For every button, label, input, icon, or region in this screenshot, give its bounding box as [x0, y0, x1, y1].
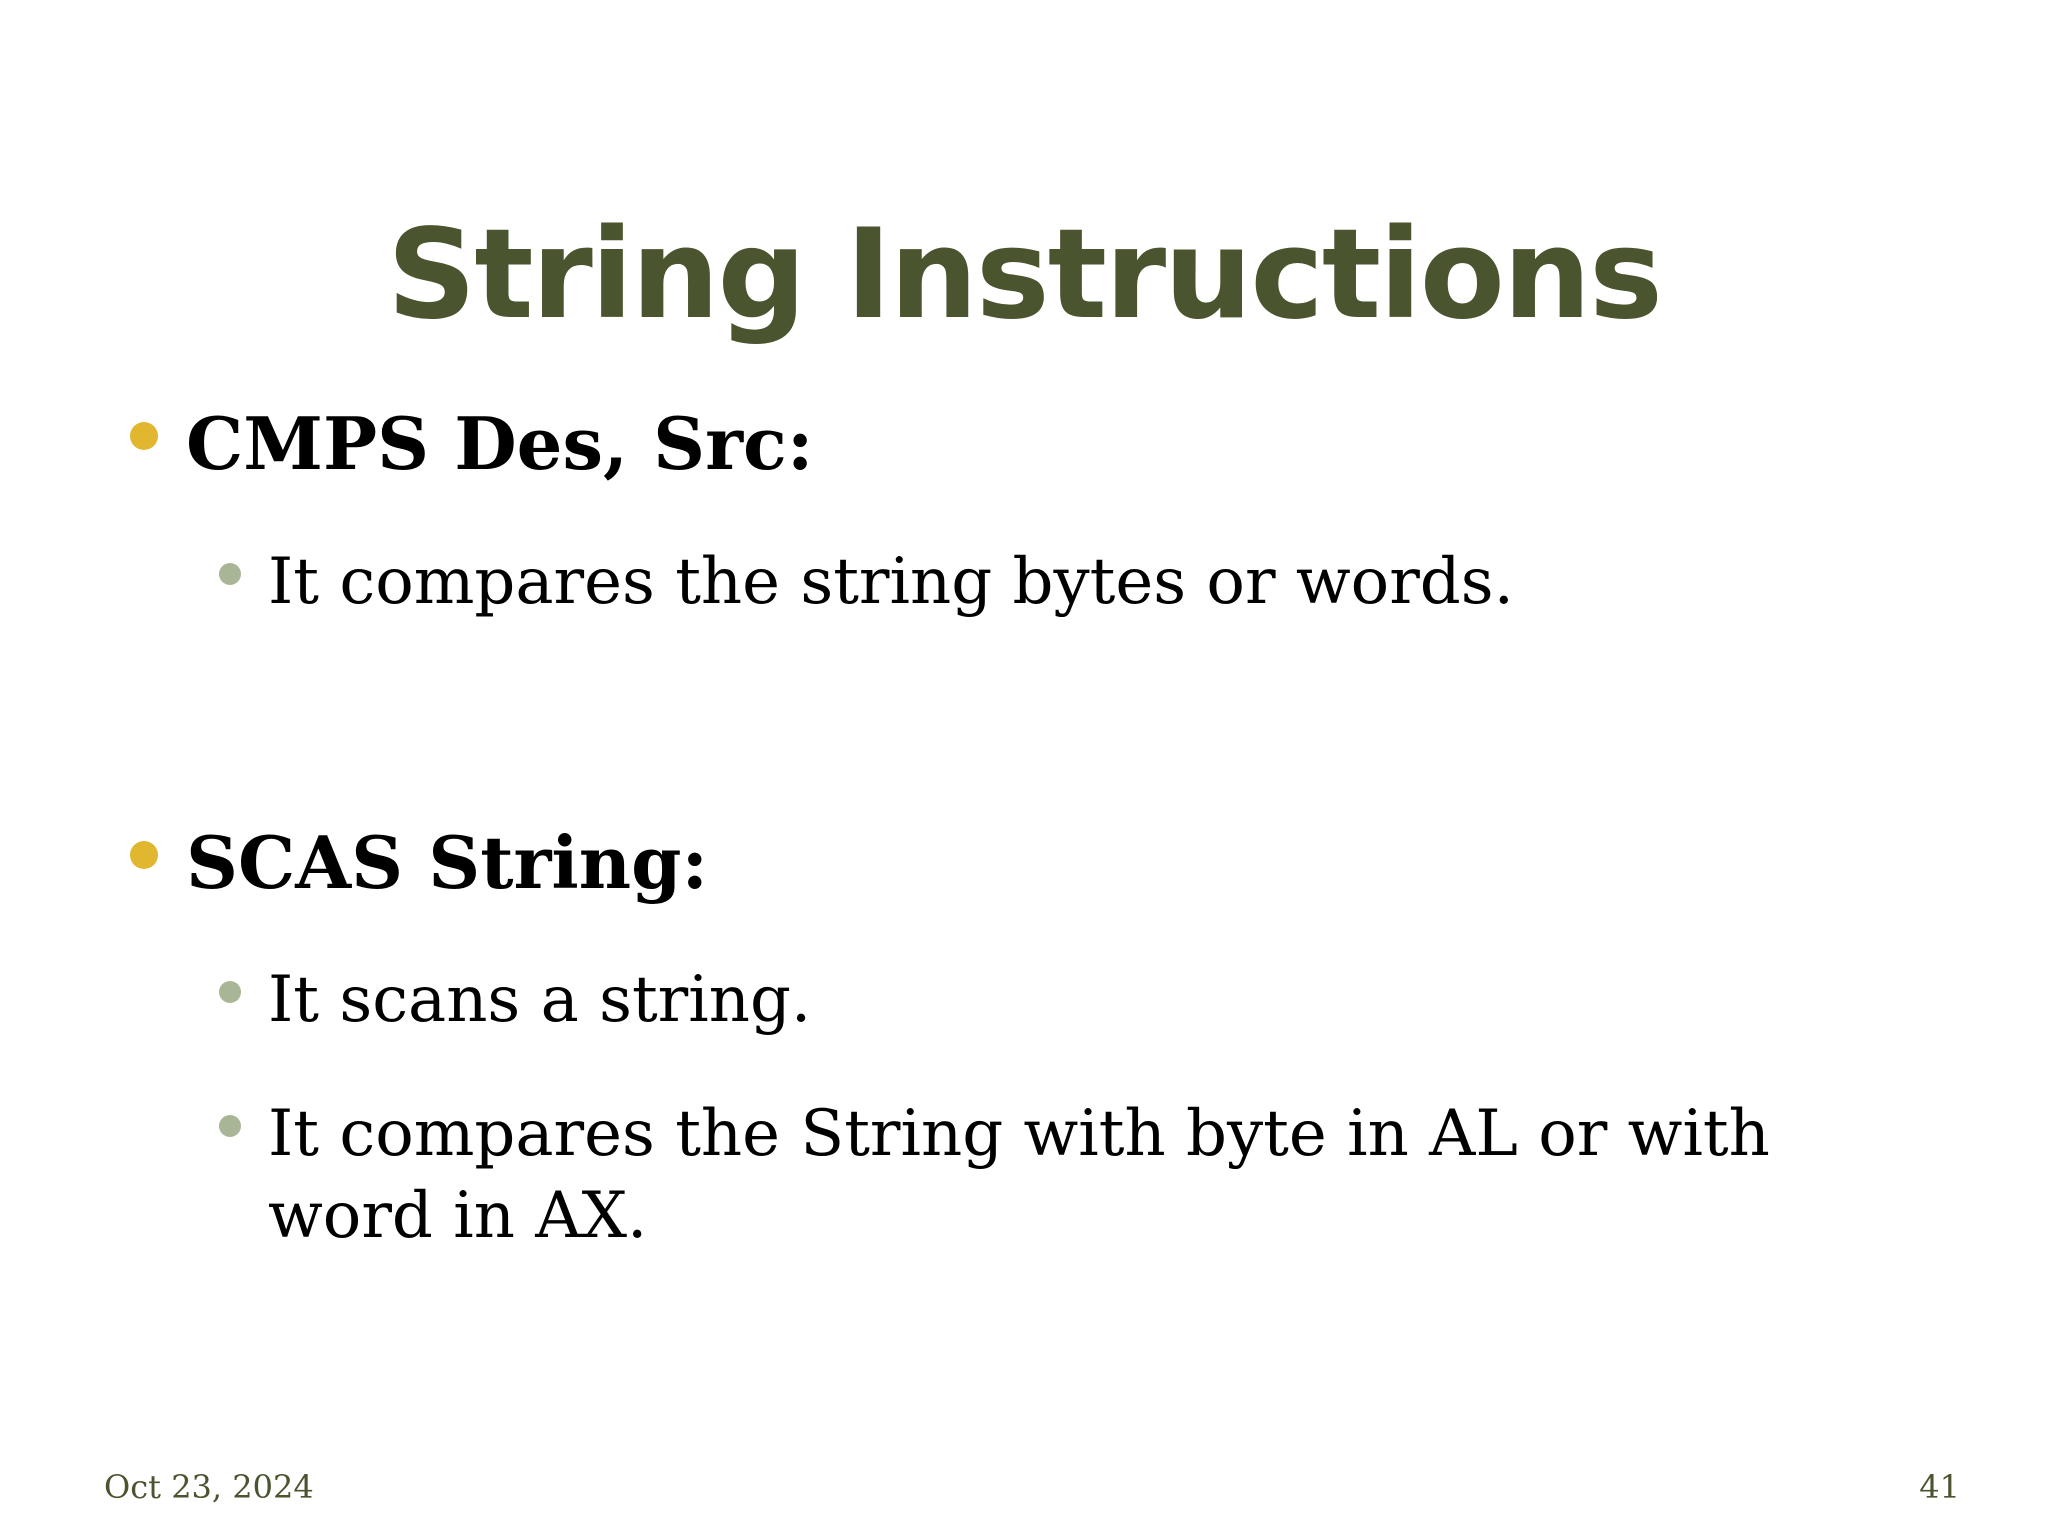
bullet-heading-cmps: CMPS Des, Src: [186, 401, 814, 486]
sub-bullet-dot-icon [219, 563, 241, 585]
sub-bullet-dot-icon [219, 981, 241, 1003]
sub-bullet-scas-1: It scans a string. [268, 963, 812, 1037]
slide-title: String Instructions [387, 203, 1661, 347]
footer-date: Oct 23, 2024 [104, 1468, 314, 1506]
bullet-dot-icon [130, 841, 158, 869]
bullet-dot-icon [130, 422, 158, 450]
sub-bullet-scas-2: It compares the String with byte in AL or with word in AX. [268, 1097, 1770, 1253]
slide-number: 41 [1919, 1468, 1960, 1506]
sub-bullet-dot-icon [219, 1115, 241, 1137]
sub-bullet-cmps-1: It compares the string bytes or words. [268, 545, 1514, 619]
bullet-heading-scas: SCAS String: [186, 820, 709, 905]
